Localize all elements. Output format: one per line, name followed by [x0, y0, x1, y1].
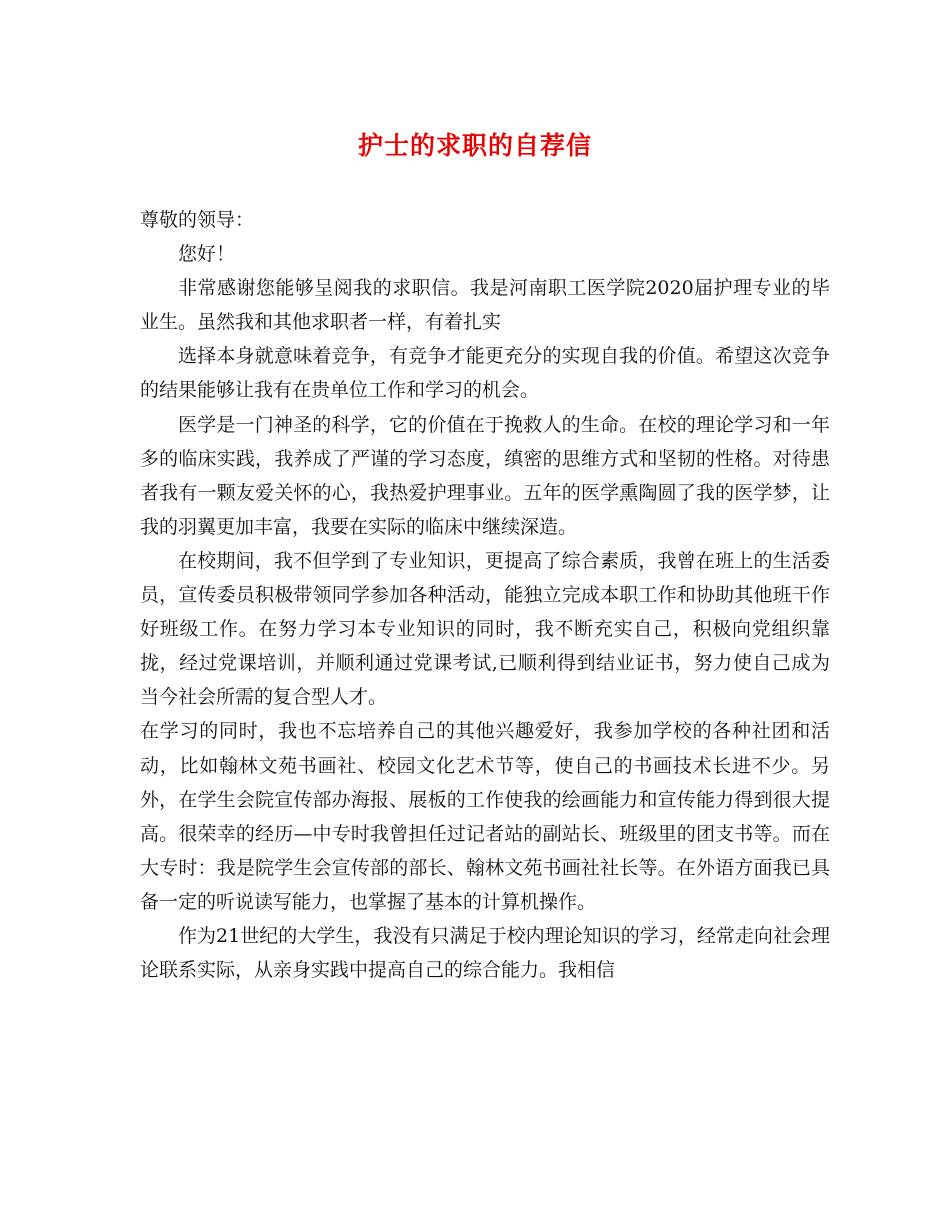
document-title: 护士的求职的自荐信 [357, 131, 592, 160]
paragraph: 选择本身就意味着竞争，有竞争才能更充分的实现自我的价值。希望这次竞争的结果能够让我有在贵单位工作和学习的机会。 [140, 345, 830, 402]
paragraph: 在学习的同时，我也不忘培养自己的其他兴趣爱好，我参加学校的各种社团和活动，比如翰林文苑书画社、校园文化艺术节等，使自己的书画技术长进不少。另外，在学生会院宣传部办海报、展板的工作使我的绘画能力和宣传能力得到很大提高。很荣幸的经历—中专时我曾担任过记者站的副站长、班级里的团支书等。而在大专时：我是院学生会宣传部的部长、翰林文苑书画社社长等。在外语方面我已具备一定的听说读写能力，也掌握了基本的计算机操作。 [140, 720, 830, 913]
paragraph: 作为21世纪的大学生，我没有只满足于校内理论知识的学习，经常走向社会理论联系实际，从亲身实践中提高自己的综合能力。我相信 [140, 924, 830, 982]
greeting: 您好！ [178, 243, 236, 266]
letter-body [140, 203, 830, 987]
salutation: 尊敬的领导： [140, 209, 255, 231]
paragraph: 医学是一门神圣的科学，它的价值在于挽救人的生命。在校的理论学习和一年多的临床实践，我养成了严谨的学习态度，缜密的思维方式和坚韧的性格。对待患者我有一颗友爱关怀的心，我热爱护理事业。五年的医学熏陶圆了我的医学梦，让我的羽翼更加丰富，我要在实际的临床中继续深造。 [140, 413, 830, 538]
paragraph: 非常感谢您能够呈阅我的求职信。我是河南职工医学院2020届护理专业的毕业生。虽然我和其他求职者一样，有着扎实 [140, 277, 830, 334]
paragraph: 在校期间，我不但学到了专业知识，更提高了综合素质，我曾在班上的生活委员，宣传委员积极带领同学参加各种活动，能独立完成本职工作和协助其他班干作好班级工作。在努力学习本专业知识的同时，我不断充实自己，积极向党组织靠拢，经过党课培训，并顺利通过党课考试,已顺利得到结业证书，努力使自己成为当今社会所需的复合型人才。 [140, 549, 830, 709]
